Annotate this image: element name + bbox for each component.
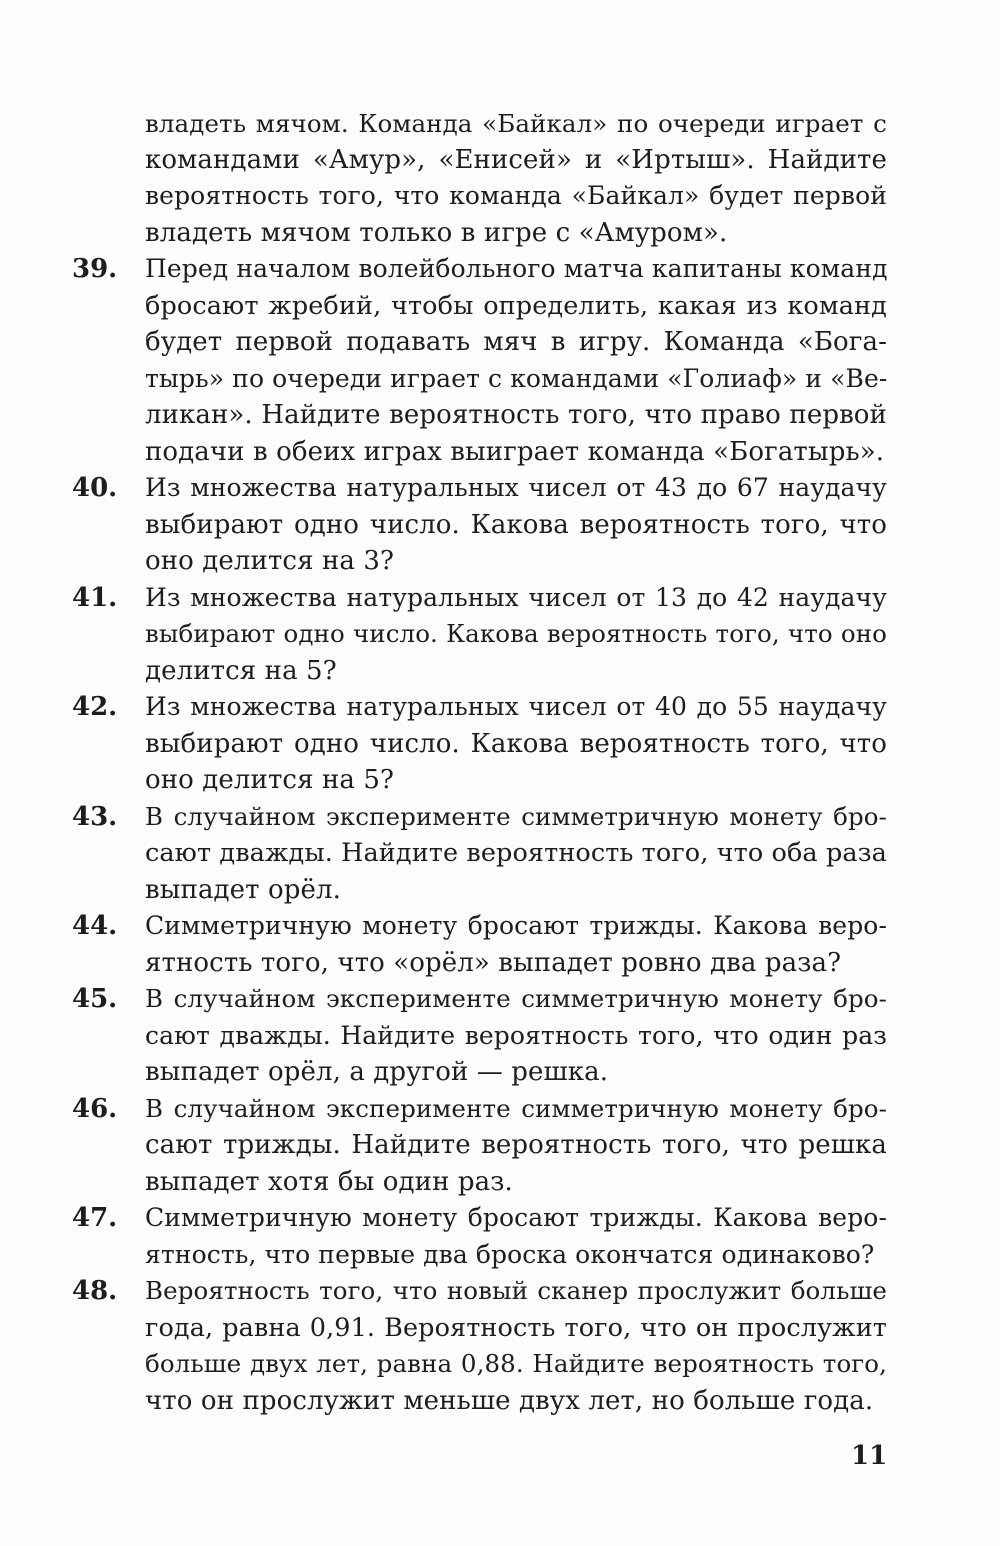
problem-number: 48. — [72, 1276, 118, 1306]
text-line: Из множества натуральных чисел от 40 до 55 наудачу — [145, 692, 887, 721]
text-line: выпадет орёл. — [145, 875, 341, 905]
page-number: 11 — [851, 1441, 888, 1471]
text-line: Перед началом волейбольного матча капитаны команд — [145, 254, 888, 283]
problem-number: 47. — [72, 1203, 118, 1233]
text-line: сают дважды. Найдите вероятность того, что оба раза — [145, 838, 887, 868]
text-line: владеть мячом. Команда «Байкал» по очереди играет с — [145, 109, 887, 138]
text-line: бросают жребий, чтобы определить, какая из команд — [145, 291, 887, 321]
text-line: Из множества натуральных чисел от 13 до 42 наудачу — [145, 583, 887, 612]
text-line: Вероятность того, что новый сканер прослужит больше — [145, 1276, 887, 1305]
text-line: Симметричную монету бросают трижды. Какова веро- — [145, 1203, 887, 1232]
problem-number: 42. — [72, 692, 118, 722]
problem-number: 39. — [72, 254, 118, 284]
text-line: В случайном эксперименте симметричную монету бро- — [145, 1094, 887, 1123]
text-line: делится на 5? — [145, 656, 337, 686]
text-line: что он прослужит меньше двух лет, но больше года. — [145, 1386, 874, 1416]
text-line: подачи в обеих играх выиграет команда «Богатырь». — [145, 437, 885, 467]
text-line: выбирают одно число. Какова вероятность того, что — [145, 510, 887, 540]
problem-number: 41. — [72, 583, 118, 613]
text-line: будет первой подавать мяч в игру. Команда «Бога- — [145, 327, 887, 357]
problem-number: 40. — [72, 473, 118, 503]
text-line: ятность, что первые два броска окончатся одинаково? — [145, 1240, 875, 1269]
text-line: года, равна 0,91. Вероятность того, что он прослужит — [145, 1313, 887, 1343]
text-line: выпадет хотя бы один раз. — [145, 1167, 513, 1197]
text-line: выбирают одно число. Какова вероятность того, что оно — [145, 619, 887, 648]
problem-number: 46. — [72, 1094, 118, 1124]
problem-number: 43. — [72, 802, 118, 832]
text-line: Из множества натуральных чисел от 43 до 67 наудачу — [145, 473, 887, 502]
text-line: больше двух лет, равна 0,88. Найдите вероятность того, — [145, 1349, 887, 1378]
text-line: Симметричную монету бросают трижды. Какова веро- — [145, 911, 887, 940]
text-line: выбирают одно число. Какова вероятность того, что — [145, 729, 887, 759]
problem-number: 44. — [72, 911, 118, 941]
text-line: тырь» по очереди играет с командами «Голиаф» и «Ве- — [145, 364, 888, 393]
text-line: ликан». Найдите вероятность того, что право первой — [145, 400, 887, 430]
text-line: сают дважды. Найдите вероятность того, что один раз — [145, 1021, 887, 1050]
text-line: выпадет орёл, а другой — решка. — [145, 1057, 609, 1087]
text-line: ятность того, что «орёл» выпадет ровно два раза? — [145, 948, 842, 978]
text-line: оно делится на 5? — [145, 765, 395, 795]
text-line: вероятность того, что команда «Байкал» будет первой — [145, 181, 887, 210]
text-line: В случайном эксперименте симметричную монету бро- — [145, 802, 887, 831]
text-line: оно делится на 3? — [145, 546, 395, 576]
text-line: В случайном эксперименте симметричную монету бро- — [145, 984, 887, 1013]
text-line: сают трижды. Найдите вероятность того, что решка — [145, 1130, 887, 1160]
text-line: командами «Амур», «Енисей» и «Иртыш». Найдите — [145, 145, 887, 175]
problem-number: 45. — [72, 984, 118, 1014]
text-line: владеть мячом только в игре с «Амуром». — [145, 218, 728, 248]
